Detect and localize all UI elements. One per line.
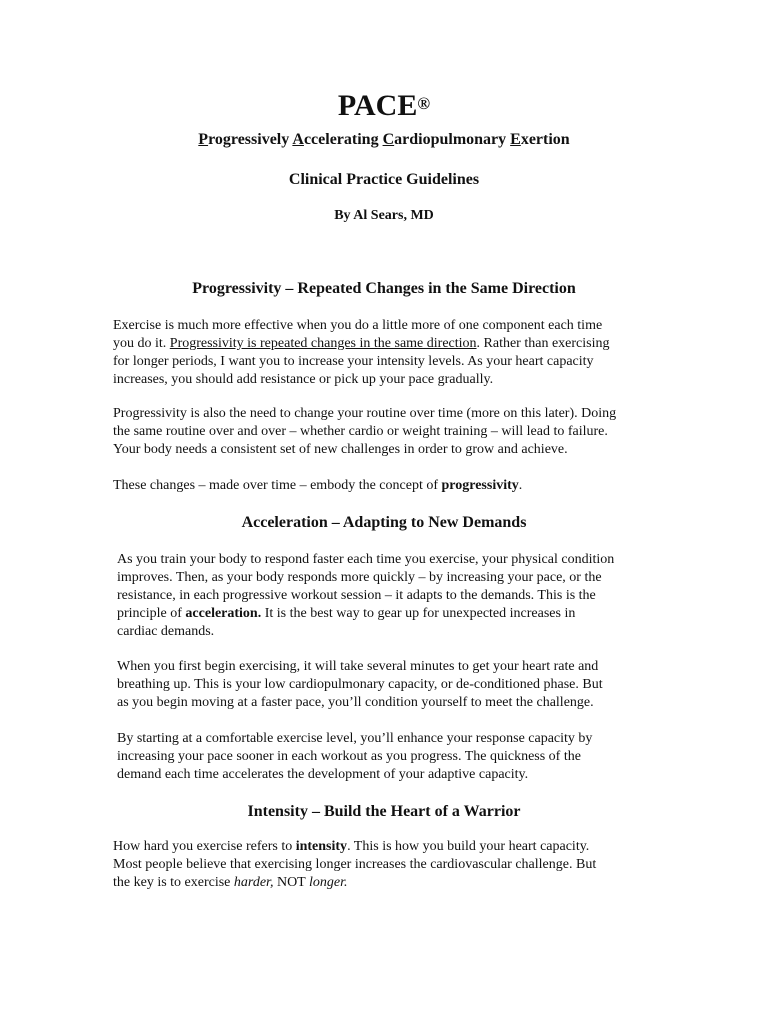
subtitle-initial-c: C (382, 131, 395, 148)
section-heading-intensity: Intensity – Build the Heart of a Warrior (247, 803, 521, 820)
section-heading-progressivity: Progressivity – Repeated Changes in the Same Direction (192, 280, 576, 297)
text-line: for longer periods, I want you to increase your intensity levels. As your heart capacity (113, 354, 594, 369)
text-run: . (518, 478, 523, 493)
guidelines-heading: Clinical Practice Guidelines (288, 171, 480, 188)
text-line: As you train your body to respond faster each time you exercise, your physical condition (117, 552, 615, 567)
text-run: These changes – made over time – embody the concept of (113, 478, 442, 493)
bold-term-acceleration: acceleration. (185, 606, 262, 621)
acceleration-paragraph-3 (117, 730, 657, 784)
document-subtitle (0, 130, 768, 150)
text-line: cardiac demands. (117, 624, 215, 639)
italic-harder: harder, (233, 875, 274, 890)
progressivity-paragraph-3 (113, 477, 653, 495)
text-line: as you begin moving at a faster pace, you’ll condition yourself to meet the challenge. (117, 695, 594, 710)
italic-longer: longer. (308, 875, 348, 890)
text-line: By starting at a comfortable exercise level, you’ll enhance your response capacity by (117, 731, 593, 746)
text-line: resistance, in each progressive workout session – it adapts to the demands. This is the (117, 588, 596, 603)
text-line (113, 335, 653, 353)
text-run: principle of (117, 606, 186, 621)
text-line: breathing up. This is your low cardiopulmonary capacity, or de-conditioned phase. But (117, 677, 603, 692)
text-run: How hard you exercise refers to (113, 839, 296, 854)
acceleration-paragraph-2 (117, 658, 657, 712)
title-text: PACE (337, 89, 418, 122)
text-run: NOT (273, 875, 309, 890)
subtitle-initial-a: A (292, 131, 304, 148)
text-run: . Rather than exercising (476, 336, 610, 351)
section-heading-acceleration: Acceleration – Adapting to New Demands (241, 514, 527, 531)
text-line: When you first begin exercising, it will take several minutes to get your heart rate and (117, 659, 599, 674)
text-run: It is the best way to gear up for unexpected increases in (261, 606, 576, 621)
text-line: Your body needs a consistent set of new challenges in order to grow and achieve. (113, 442, 568, 457)
text-line: the same routine over and over – whether cardio or weight training – will lead to failure. (113, 424, 608, 439)
underlined-definition: Progressivity is repeated changes in the same direction (169, 336, 477, 351)
text-line: improves. Then, as your body responds more quickly – by increasing your pace, or the (117, 570, 602, 585)
text-line: Exercise is much more effective when you do a little more of one component each time (113, 318, 603, 333)
text-run: . This is how you build your heart capacity. (347, 839, 590, 854)
text-line: Most people believe that exercising longer increases the cardiovascular challenge. But (113, 857, 597, 872)
subtitle-word-rest: ccelerating (303, 131, 383, 148)
subtitle-initial-e: E (510, 131, 521, 148)
bold-term-progressivity: progressivity (441, 478, 519, 493)
progressivity-paragraph-2 (113, 405, 653, 459)
subtitle-word-rest: ardiopulmonary (394, 131, 511, 148)
author-byline: By Al Sears, MD (334, 208, 434, 223)
registered-mark: ® (417, 94, 431, 113)
text-line: increasing your pace sooner in each workout as you progress. The quickness of the (117, 749, 581, 764)
text-line: demand each time accelerates the development of your adaptive capacity. (117, 767, 529, 782)
text-run: the key is to exercise (113, 875, 234, 890)
text-line: increases, you should add resistance or pick up your pace gradually. (113, 372, 494, 387)
subtitle-word-rest: rogressively (208, 131, 293, 148)
text-line (113, 477, 653, 495)
subtitle-initial-p: P (198, 131, 209, 148)
acceleration-paragraph-1 (117, 551, 657, 641)
progressivity-paragraph-1 (113, 317, 653, 389)
text-line (117, 605, 657, 623)
subtitle-word-rest: xertion (520, 131, 570, 148)
bold-term-intensity: intensity (295, 839, 348, 854)
text-line (113, 874, 653, 892)
text-run: you do it. (113, 336, 170, 351)
text-line (113, 838, 653, 856)
intensity-paragraph-1 (113, 838, 653, 892)
text-line: Progressivity is also the need to change your routine over time (more on this later). Doing (113, 406, 617, 421)
document-title (0, 88, 768, 124)
